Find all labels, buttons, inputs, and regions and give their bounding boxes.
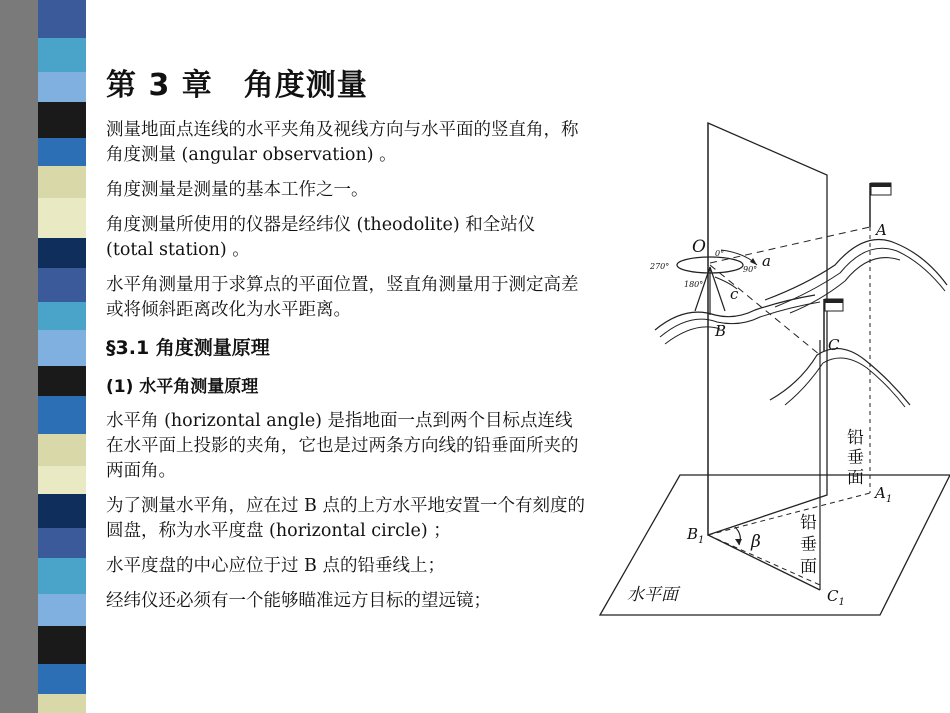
vertical-plane-label-2: 铅 [800, 513, 817, 533]
subsection-title: (1) 水平角测量原理 [106, 377, 259, 397]
paragraph: 水平角 (horizontal angle) 是指地面一点到两个目标点连线在水平面上投影的夹角，它也是过两条方向线的铅垂面所夹的两面角。 [106, 411, 579, 481]
deg-270: 270° [650, 262, 670, 271]
stripe-block [38, 166, 86, 198]
label-C: C [828, 336, 840, 354]
stripe-block [38, 434, 86, 466]
label-a-small: a [762, 252, 771, 270]
stripe-block [38, 138, 86, 166]
terrain-c [770, 349, 910, 405]
stripe-block [38, 396, 86, 434]
stripe-block [38, 198, 86, 238]
paragraph: 角度测量是测量的基本工作之一。 [106, 180, 369, 200]
stripe-block [38, 594, 86, 626]
deg-90: 90° [743, 265, 758, 274]
vertical-plane-label-1: 面 [847, 468, 864, 488]
paragraph: 为了测量水平角，应在过 B 点的上方水平地安置一个有刻度的圆盘，称为水平度盘 (horizontal circle) ； [106, 496, 585, 541]
horizontal-angle-diagram [595, 115, 950, 620]
vertical-plane-label-2: 垂 [800, 535, 817, 555]
paragraph: 水平度盘的中心应位于过 B 点的铅垂线上； [106, 556, 445, 576]
stripe-block [38, 302, 86, 330]
page-title: 第 3 章 角度测量 [106, 68, 368, 103]
stripe-block [38, 38, 86, 72]
paragraph: 角度测量所使用的仪器是经纬仪 (theodolite) 和全站仪 (total station) 。 [106, 215, 536, 260]
stripe-block [38, 664, 86, 694]
label-beta: β [751, 532, 761, 552]
vertical-plane-label-2: 面 [800, 557, 817, 577]
slide-content [106, 60, 586, 624]
paragraph: 经纬仪还必须有一个能够瞄准远方目标的望远镜； [106, 591, 491, 611]
sight-line-a [710, 227, 870, 263]
section-title: §3.1 角度测量原理 [106, 337, 270, 359]
label-A: A [876, 221, 887, 239]
vertical-plane-label-1: 垂 [847, 448, 864, 468]
deg-180: 180° [684, 280, 704, 289]
stripe-block [38, 466, 86, 494]
label-C1: $C_1$ [827, 587, 845, 608]
vertical-plane-label-1: 铅 [847, 428, 864, 448]
stripe-block [38, 102, 86, 138]
sight-line-c [710, 265, 820, 355]
stripe-block [38, 694, 86, 713]
decorative-stripe [0, 0, 110, 713]
stripe-block [38, 494, 86, 528]
stripe-block [38, 0, 86, 38]
stripe-block [38, 626, 86, 664]
stripe-block [38, 366, 86, 396]
plane-label: 水平面 [627, 585, 678, 605]
stripe-block [38, 330, 86, 366]
stripe-block [38, 558, 86, 594]
stripe-block [38, 268, 86, 302]
paragraph: 水平角测量用于求算点的平面位置，竖直角测量用于测定高差或将倾斜距离改化为水平距离。 [106, 275, 579, 320]
label-c-small: c [730, 285, 739, 303]
stripe-block [38, 528, 86, 558]
label-A1: $A_1$ [875, 484, 893, 505]
stripe-block [38, 238, 86, 268]
label-o: O [692, 237, 706, 257]
label-B: B [715, 322, 727, 340]
paragraph: 测量地面点连线的水平夹角及视线方向与水平面的竖直角，称角度测量 (angular observation) 。 [106, 120, 579, 165]
label-B1: $B_1$ [687, 525, 705, 546]
stripe-block [38, 72, 86, 102]
deg-0: 0° [715, 249, 725, 258]
